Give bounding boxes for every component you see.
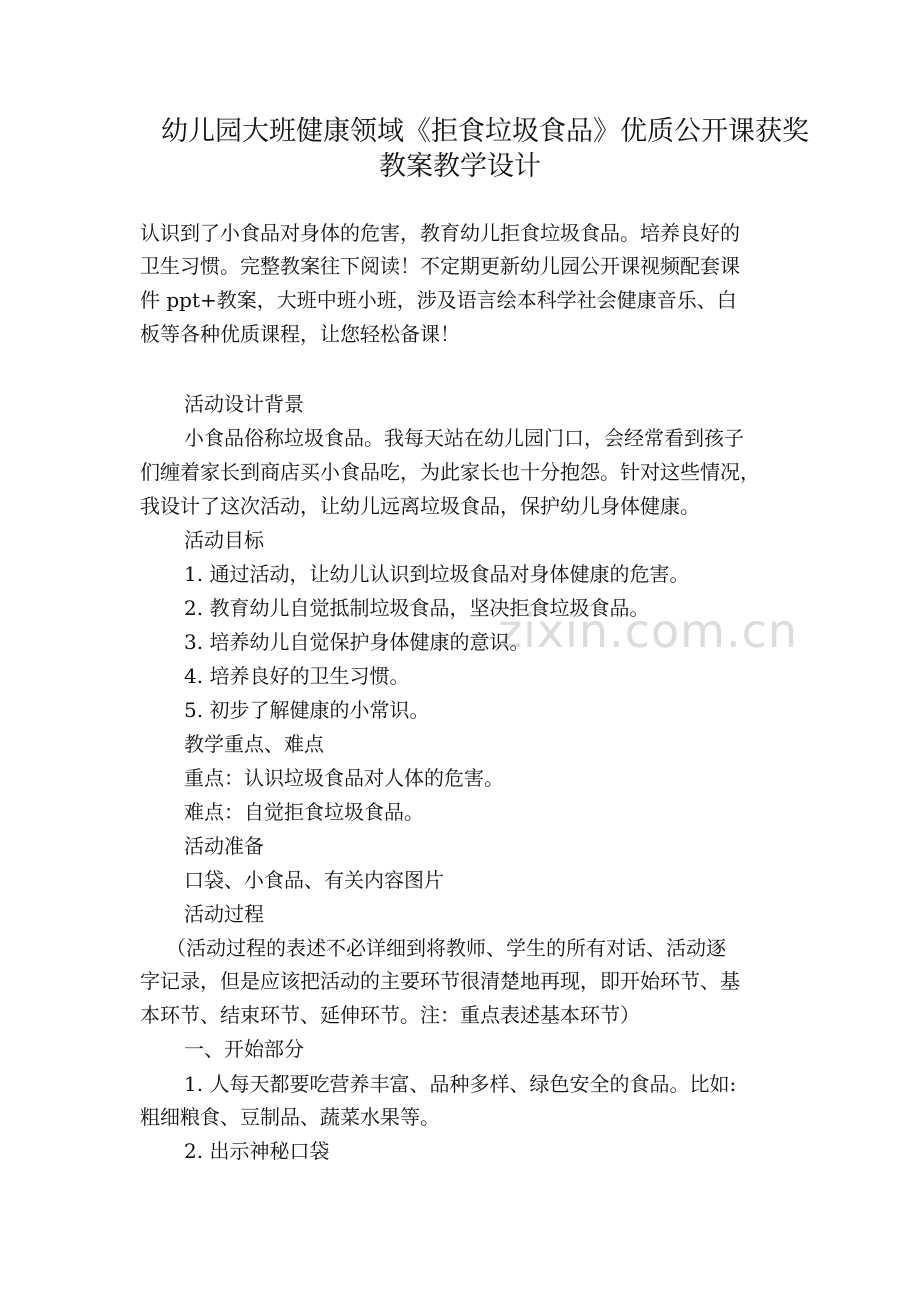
- preparation-text: 口袋、小食品、有关内容图片: [184, 868, 444, 892]
- goal-item: 1. 通过活动，让幼儿认识到垃圾食品对身体健康的危害。: [184, 562, 690, 586]
- process-note-line: 字记录，但是应该把活动的主要环节很清楚地再现，即开始环节、基: [140, 969, 740, 993]
- section-heading-process: 活动过程: [184, 902, 264, 926]
- goal-item: 3. 培养幼儿自觉保护身体健康的意识。: [184, 630, 530, 654]
- section-heading-start: 一、开始部分: [184, 1037, 304, 1061]
- paragraph-line: 2. 出示神秘口袋: [184, 1139, 330, 1163]
- intro-line: 件 ppt+教案，大班中班小班，涉及语言绘本科学社会健康音乐、白: [140, 288, 737, 312]
- section-heading-goals: 活动目标: [184, 528, 264, 552]
- intro-line: 卫生习惯。完整教案往下阅读！不定期更新幼儿园公开课视频配套课: [140, 254, 740, 278]
- section-heading-preparation: 活动准备: [184, 834, 264, 858]
- intro-line: 认识到了小食品对身体的危害，教育幼儿拒食垃圾食品。培养良好的: [140, 221, 740, 245]
- document-title-line-2: 教案教学设计: [379, 151, 541, 182]
- intro-line: 板等各种优质课程，让您轻松备课！: [140, 322, 460, 346]
- section-heading-background: 活动设计背景: [184, 392, 304, 416]
- paragraph-line: 我设计了这次活动，让幼儿远离垃圾食品，保护幼儿身体健康。: [140, 494, 700, 518]
- watermark: zixin.com.cn: [498, 604, 799, 658]
- paragraph-line: 们缠着家长到商店买小食品吃，为此家长也十分抱怨。针对这些情况，: [140, 460, 760, 484]
- paragraph-line: 粗细粮食、豆制品、蔬菜水果等。: [140, 1105, 440, 1129]
- section-heading-key-points: 教学重点、难点: [184, 732, 324, 756]
- paragraph-line: 小食品俗称垃圾食品。我每天站在幼儿园门口，会经常看到孩子: [184, 426, 744, 450]
- process-note-line: （活动过程的表述不必详细到将教师、学生的所有对话、活动逐: [166, 936, 726, 960]
- goal-item: 5. 初步了解健康的小常识。: [184, 698, 430, 722]
- document-title-line-1: 幼儿园大班健康领域《拒食垃圾食品》优质公开课获奖: [161, 116, 809, 147]
- goal-item: 2. 教育幼儿自觉抵制垃圾食品，坚决拒食垃圾食品。: [184, 596, 650, 620]
- key-point: 重点：认识垃圾食品对人体的危害。: [184, 766, 504, 790]
- goal-item: 4. 培养良好的卫生习惯。: [184, 664, 410, 688]
- process-note-line: 本环节、结束环节、延伸环节。注：重点表述基本环节）: [140, 1003, 640, 1027]
- paragraph-line: 1. 人每天都要吃营养丰富、品种多样、绿色安全的食品。比如:: [184, 1072, 737, 1096]
- difficulty-point: 难点：自觉拒食垃圾食品。: [184, 800, 424, 824]
